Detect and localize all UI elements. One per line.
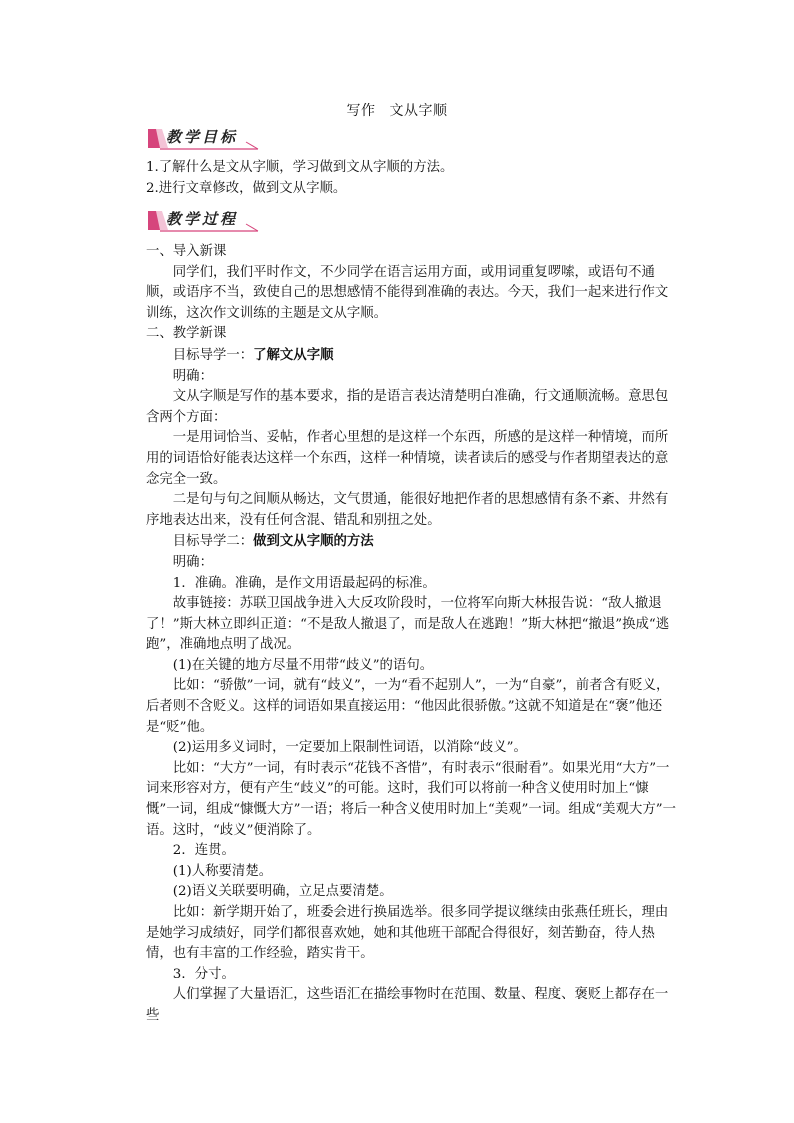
paragraph: 1．准确。准确，是作文用语最起码的标准。	[172, 575, 436, 591]
clarify-label: 明确：	[172, 554, 213, 570]
section-header-process	[146, 208, 262, 230]
goal-item: 1.了解什么是文从字顺，学习做到文从字顺的方法。	[146, 160, 454, 175]
paragraph: 人们掌握了大量语汇，这些语汇在描绘事物时在范围、数量、程度、褒贬上都存在一些	[146, 987, 669, 1023]
clarify-label: 明确：	[172, 368, 213, 384]
goal-item: 2.进行文章修改，做到文从字顺。	[146, 180, 347, 196]
paragraph: 同学们，我们平时作文，不少同学在语言运用方面，或用词重复啰嗦，或语句不通顺，或语序不当，致使自己的思想感情不能得到准确的表达。今天，我们一起来进行作文训练，这次作文训练的主题是文从字顺。	[146, 264, 669, 321]
paragraph: (2)运用多义词时，一定要加上限制性词语，以消除“歧义”。	[172, 740, 527, 756]
paragraph: 比如：新学期开始了，班委会进行换届选举。很多同学提议继续由张燕任班长，理由是她学习成绩好，同学们都很喜欢她，她和其他班干部配合得很好，刻苦勤奋，待人热情，也有丰富的工作经验，踏实肯干。	[146, 905, 669, 962]
goals-label: 教学目标	[166, 128, 239, 146]
heading-import: 一、导入新课	[146, 244, 227, 259]
section-header-goals	[146, 126, 262, 148]
paragraph: (1)人称要清楚。	[172, 863, 273, 879]
paragraph: 比如：“大方”一词，有时表示“花钱不吝惜”，有时表示“很耐看”。如果光用“大方”一词来形容对方，便有产生“歧义”的可能。这时，我们可以将前一种含义使用时加上“慷慨”一词，组成“慷慨大方”一语；将后一种含义使用时加上“美观”一词。组成“美观大方”一语。这时，“歧义”便消除了。	[146, 760, 676, 838]
paragraph: (2)语义关联要明确，立足点要清楚。	[172, 884, 393, 900]
paragraph: 文从字顺是写作的基本要求，指的是语言表达清楚明白准确，行文通顺流畅。意思包含两个方面：	[146, 389, 669, 425]
paragraph: 二是句与句之间顺从畅达，文气贯通，能很好地把作者的思想感情有条不紊、井然有序地表达出来，没有任何含混、错乱和别扭之处。	[146, 492, 669, 528]
title-part1: 写作	[346, 103, 376, 119]
goal-guide-2-prefix: 目标导学二：	[172, 534, 254, 550]
paragraph: 比如：“骄傲”一词，就有“歧义”，一为“看不起别人”，一为“自豪”，前者含有贬义，后者则不含贬义。这样的词语如果直接运用：“他因此很骄傲。”这就不知道是在“褒”他还是“贬”他。	[146, 678, 670, 735]
goal-guide-1-title: 了解文从字顺	[253, 346, 334, 363]
paragraph: 3．分寸。	[172, 966, 235, 982]
process-content	[146, 242, 676, 1027]
process-label: 教学过程	[166, 210, 239, 228]
goal-guide-1	[146, 345, 676, 367]
goal-guide-1-prefix: 目标导学一：	[172, 347, 254, 363]
paragraph: 故事链接：苏联卫国战争进入大反攻阶段时，一位将军向斯大林报告说：“敌人撤退了！”斯大林立即纠正道：“不是敌人撤退了，而是敌人在逃跑！”斯大林把“撤退”换成“逃跑”，准确地点明了战况。	[146, 596, 670, 653]
goals-list	[146, 158, 676, 199]
paragraph: 一是用词恰当、妥帖，作者心里想的是这样一个东西，所感的是这样一种情境，而所用的词语恰好能表达这样一个东西，这样一种情境，读者读后的感受与作者期望表达的意念完全一致。	[146, 430, 669, 487]
goal-guide-2-title: 做到文从字顺的方法	[253, 533, 374, 550]
page-title	[0, 100, 794, 120]
goal-guide-2	[146, 531, 676, 553]
title-part2: 文从字顺	[389, 103, 448, 119]
paragraph: (1)在关键的地方尽量不用带“歧义”的语句。	[172, 657, 434, 673]
heading-new-lesson: 二、教学新课	[146, 326, 227, 342]
paragraph: 2．连贯。	[172, 843, 235, 859]
